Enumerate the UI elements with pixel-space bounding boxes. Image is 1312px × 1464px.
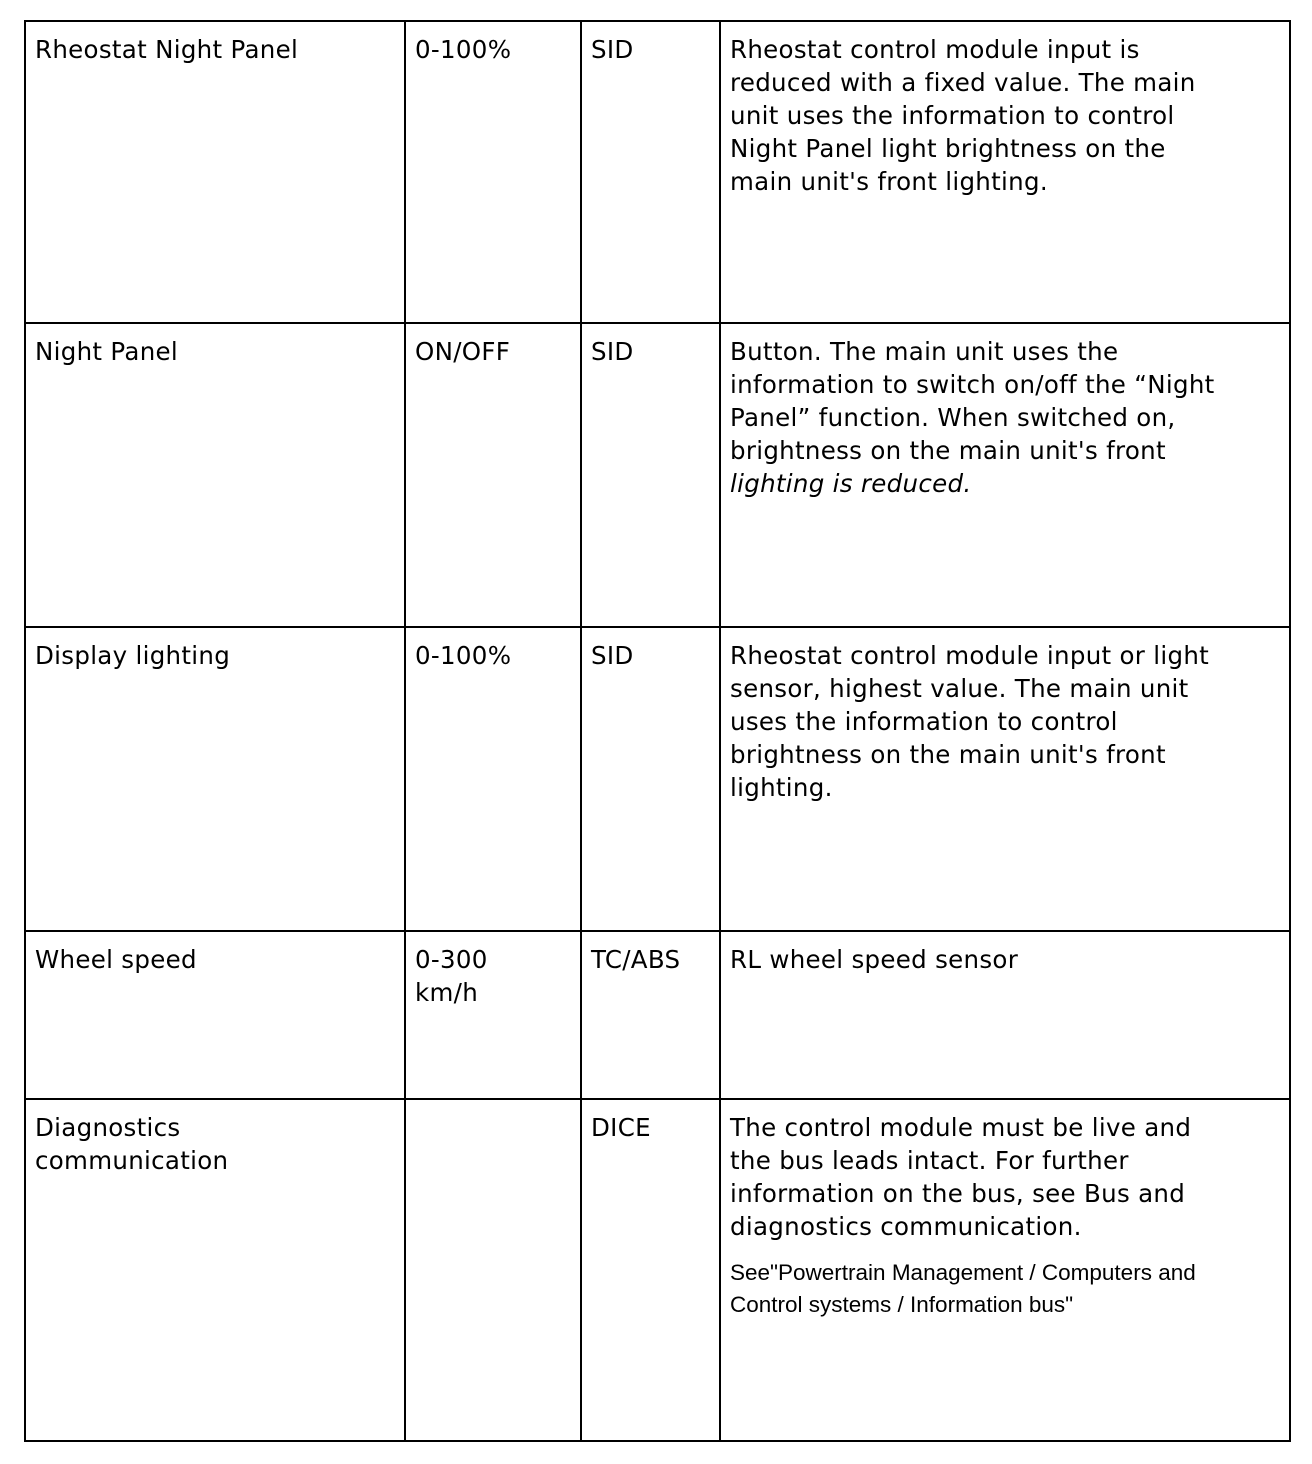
source-cell: DICE <box>581 1099 720 1441</box>
range-cell: 0-100% <box>405 627 581 931</box>
signal-table <box>24 20 1291 1442</box>
source-cell: SID <box>581 21 720 323</box>
range-cell <box>405 1099 581 1441</box>
signal-name-cell: Night Panel <box>25 323 405 627</box>
range-cell: ON/OFF <box>405 323 581 627</box>
table-row <box>25 323 1290 627</box>
source-cell: SID <box>581 323 720 627</box>
signal-name-cell: Display lighting <box>25 627 405 931</box>
table-row <box>25 931 1290 1099</box>
description-cell: The control module must be live and the bus leads intact. For further information on the bus, see Bus and diagnostics communication. See"Powertrain Management / Computers and Control systems / Information bus" <box>720 1099 1290 1441</box>
table-row <box>25 627 1290 931</box>
description-cell: Button. The main unit uses the information to switch on/off the “Night Panel” function. When switched on, brightness on the main unit's front lighting is reduced. <box>720 323 1290 627</box>
range-cell: 0-100% <box>405 21 581 323</box>
source-cell: SID <box>581 627 720 931</box>
source-cell: TC/ABS <box>581 931 720 1099</box>
table-row <box>25 21 1290 323</box>
description-cell: RL wheel speed sensor <box>720 931 1290 1099</box>
signal-name-cell: Wheel speed <box>25 931 405 1099</box>
reference-note: See"Powertrain Management / Computers and Control systems / Information bus" <box>730 1260 1196 1317</box>
signal-name-cell: Rheostat Night Panel <box>25 21 405 323</box>
description-cell: Rheostat control module input is reduced with a fixed value. The main unit uses the information to control Night Panel light brightness on the main unit's front lighting. <box>720 21 1290 323</box>
table-row <box>25 1099 1290 1441</box>
signal-name-cell: Diagnostics communication <box>25 1099 405 1441</box>
description-cell: Rheostat control module input or light sensor, highest value. The main unit uses the information to control brightness on the main unit's front lighting. <box>720 627 1290 931</box>
range-cell: 0-300 km/h <box>405 931 581 1099</box>
